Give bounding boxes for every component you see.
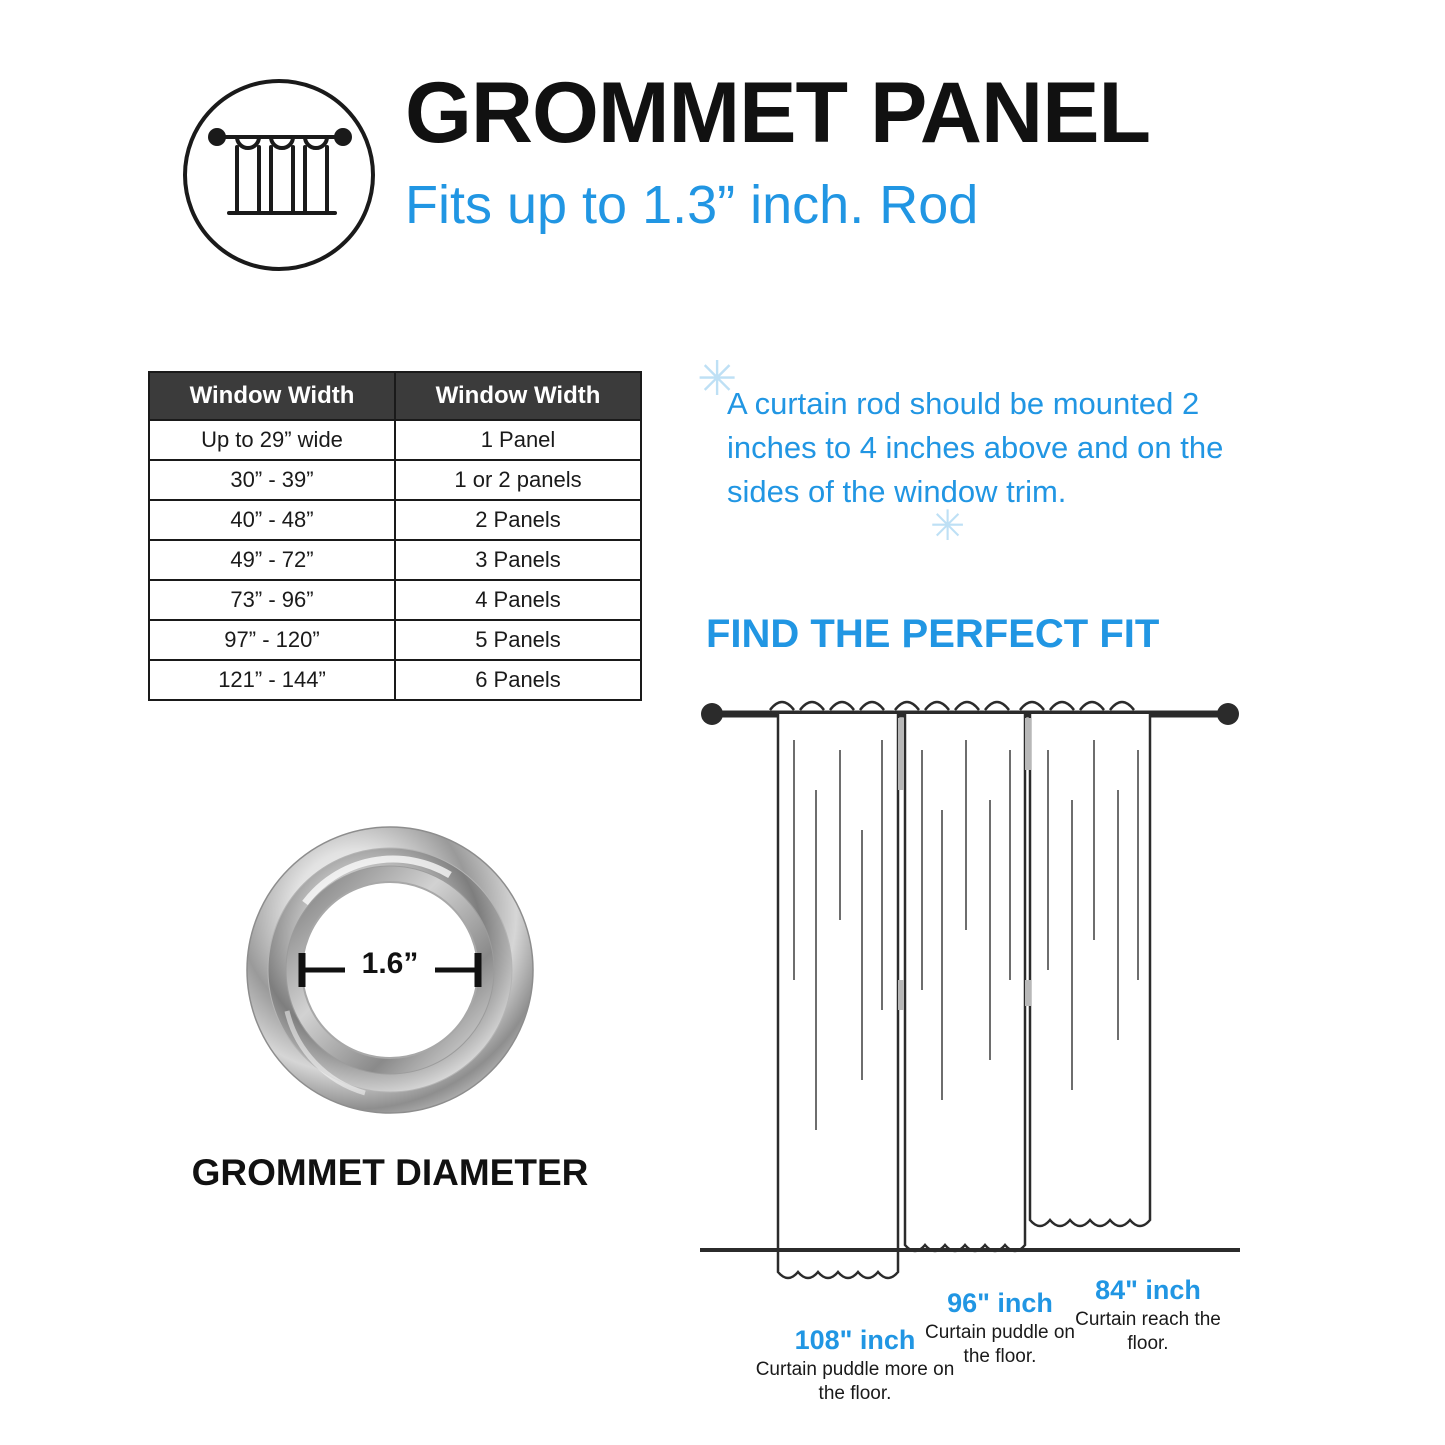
table-cell-panels: 4 Panels: [395, 580, 641, 620]
table-header-cell: Window Width: [149, 372, 395, 420]
caption-length: 108" inch: [794, 1325, 916, 1355]
table-cell-width: Up to 29” wide: [149, 420, 395, 460]
table-cell-panels: 6 Panels: [395, 660, 641, 700]
table-row: [149, 620, 641, 660]
sparkle-icon: ✳: [930, 502, 966, 549]
grommet-curtain-rod-icon: [183, 79, 375, 271]
grommet-diameter-value: 1.6”: [361, 947, 419, 980]
table-cell-width: 40” - 48”: [149, 500, 395, 540]
table-row: [149, 580, 641, 620]
table-row: [149, 540, 641, 580]
page-subtitle: Fits up to 1.3” inch. Rod: [405, 175, 979, 235]
table-header-row: [149, 372, 641, 420]
caption-96: [915, 1288, 1085, 1369]
header: [0, 34, 1445, 249]
caption-desc: Curtain puddle on the floor.: [925, 1322, 1075, 1367]
mounting-note: A curtain rod should be mounted 2 inches to 4 inches above and on the sides of the window trim.: [727, 386, 1224, 510]
table-row: [149, 660, 641, 700]
find-the-perfect-fit-title: FIND THE PERFECT FIT: [706, 612, 1160, 656]
table-row: [149, 420, 641, 460]
table-cell-panels: 5 Panels: [395, 620, 641, 660]
table-cell-panels: 1 or 2 panels: [395, 460, 641, 500]
table-cell-width: 73” - 96”: [149, 580, 395, 620]
sparkle-icon: ✳: [697, 353, 738, 406]
table-row: [149, 500, 641, 540]
table-row: [149, 460, 641, 500]
table-header-cell: Window Width: [395, 372, 641, 420]
page-title: GROMMET PANEL: [405, 65, 1151, 161]
table-cell-panels: 1 Panel: [395, 420, 641, 460]
table-cell-panels: 2 Panels: [395, 500, 641, 540]
curtain-length-diagram: [690, 680, 1250, 1300]
table-cell-width: 97” - 120”: [149, 620, 395, 660]
table-cell-panels: 3 Panels: [395, 540, 641, 580]
window-width-table: [148, 371, 642, 701]
grommet-diameter-label: GROMMET DIAMETER: [191, 1152, 589, 1193]
caption-84: [1063, 1275, 1233, 1356]
table-cell-width: 121” - 144”: [149, 660, 395, 700]
caption-length: 96" inch: [947, 1288, 1053, 1318]
caption-desc: Curtain reach the floor.: [1075, 1309, 1221, 1354]
table-cell-width: 30” - 39”: [149, 460, 395, 500]
table-cell-width: 49” - 72”: [149, 540, 395, 580]
caption-desc: Curtain puddle more on the floor.: [755, 1359, 955, 1404]
caption-length: 84" inch: [1095, 1275, 1201, 1305]
